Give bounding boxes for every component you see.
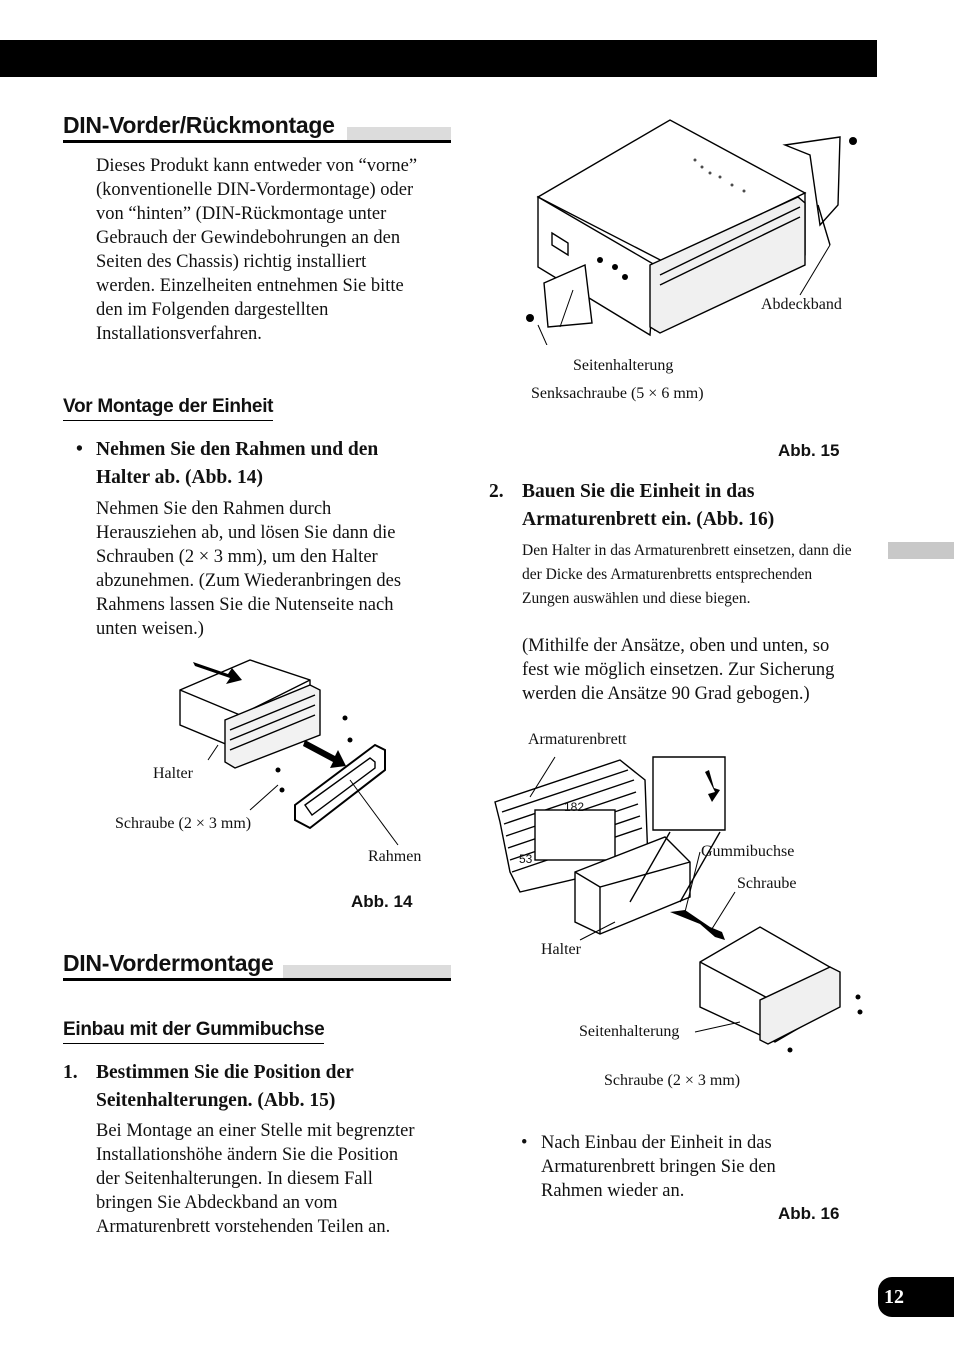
heading-einbau-gummibuchse: Einbau mit der Gummibuchse xyxy=(63,1019,324,1044)
figure-14-illustration xyxy=(170,650,420,870)
step2-text: (Mithilfe der Ansätze, oben und unten, so fest wie möglich einsetzen. Zur Sicherung werden die Ansätze 90 Grad gebogen.) xyxy=(522,636,835,704)
fig16-dimension-height: 53 xyxy=(519,852,533,866)
step-remove-frame-title: Nehmen Sie den Rahmen und den Halter ab. (Abb. 14) xyxy=(96,439,379,488)
fig14-caption: Abb. 14 xyxy=(351,892,413,911)
fig16-label-seitenhalterung: Seitenhalterung xyxy=(579,1023,680,1040)
side-tab xyxy=(888,542,954,559)
bullet-marker: • xyxy=(76,439,83,460)
fig16-label-halter: Halter xyxy=(541,941,581,958)
step1-number: 1. xyxy=(63,1062,78,1083)
step1-title: Bestimmen Sie die Position der Seitenhalterungen. (Abb. 15) xyxy=(96,1062,354,1111)
header-bar xyxy=(0,40,877,77)
fig15-label-senksachraube: Senksachraube (5 × 6 mm) xyxy=(531,385,704,402)
fig16-dimension-width: 182 xyxy=(564,800,585,814)
fig14-label-schraube: Schraube (2 × 3 mm) xyxy=(115,815,252,832)
fig16-label-schraube-small: Schraube (2 × 3 mm) xyxy=(604,1072,741,1089)
intro-paragraph: Dieses Produkt kann entweder von “vorne” (konventionelle DIN-Vordermontage) oder von “hinten” (DIN-Rückmontage unter Gebrauch der Gewindebohrungen an den Seiten des Chassis) richtig installiert werden. Einzelheiten entnehmen Sie bitte den im Folgenden dargestellten Installationsverfahren. xyxy=(96,156,418,344)
fig15-label-abdeckband: Abdeckband xyxy=(761,296,842,313)
fig15-caption: Abb. 15 xyxy=(778,441,840,460)
fig14-label-rahmen: Rahmen xyxy=(368,848,422,865)
step2-title: Bauen Sie die Einheit in das Armaturenbrett ein. (Abb. 16) xyxy=(522,481,775,530)
fig16-caption: Abb. 16 xyxy=(778,1204,840,1223)
heading-vor-montage: Vor Montage der Einheit xyxy=(63,396,273,421)
figure-16-illustration xyxy=(490,752,870,1072)
fig16-label-schraube: Schraube xyxy=(737,875,797,892)
page-number: 12 xyxy=(878,1277,954,1317)
heading-din-vordermontage: DIN-Vordermontage xyxy=(63,950,451,981)
step2-small-text: Den Halter in das Armaturenbrett einsetzen, dann die der Dicke des Armaturenbretts entsprechenden Zungen auswählen und diese biegen. xyxy=(522,542,852,607)
heading-din-vorder-rueckmontage: DIN-Vorder/Rückmontage xyxy=(63,112,451,143)
fig16-label-armaturenbrett: Armaturenbrett xyxy=(528,731,627,748)
reattach-frame-text: Nach Einbau der Einheit in das Armaturenbrett bringen Sie den Rahmen wieder an. xyxy=(541,1133,776,1201)
bullet-marker-2: • xyxy=(521,1133,528,1153)
step-remove-frame-text: Nehmen Sie den Rahmen durch Herausziehen ab, und lösen Sie dann die Schrauben (2 × 3 mm), um den Halter abzunehmen. (Zum Wiederanbringen des Rahmens lassen Sie die Nutenseite nach unten weisen.) xyxy=(96,499,402,639)
fig15-label-seitenhalterung: Seitenhalterung xyxy=(573,357,674,374)
fig16-label-gummibuchse: Gummibuchse xyxy=(701,843,795,860)
step2-number: 2. xyxy=(489,481,504,502)
fig14-label-halter: Halter xyxy=(153,765,193,782)
step1-text: Bei Montage an einer Stelle mit begrenzter Installationshöhe ändern Sie die Position der Seitenhalterungen. In diesem Fall bringen Sie Abdeckband an vom Armaturenbrett vorstehenden Teilen an. xyxy=(96,1121,415,1237)
